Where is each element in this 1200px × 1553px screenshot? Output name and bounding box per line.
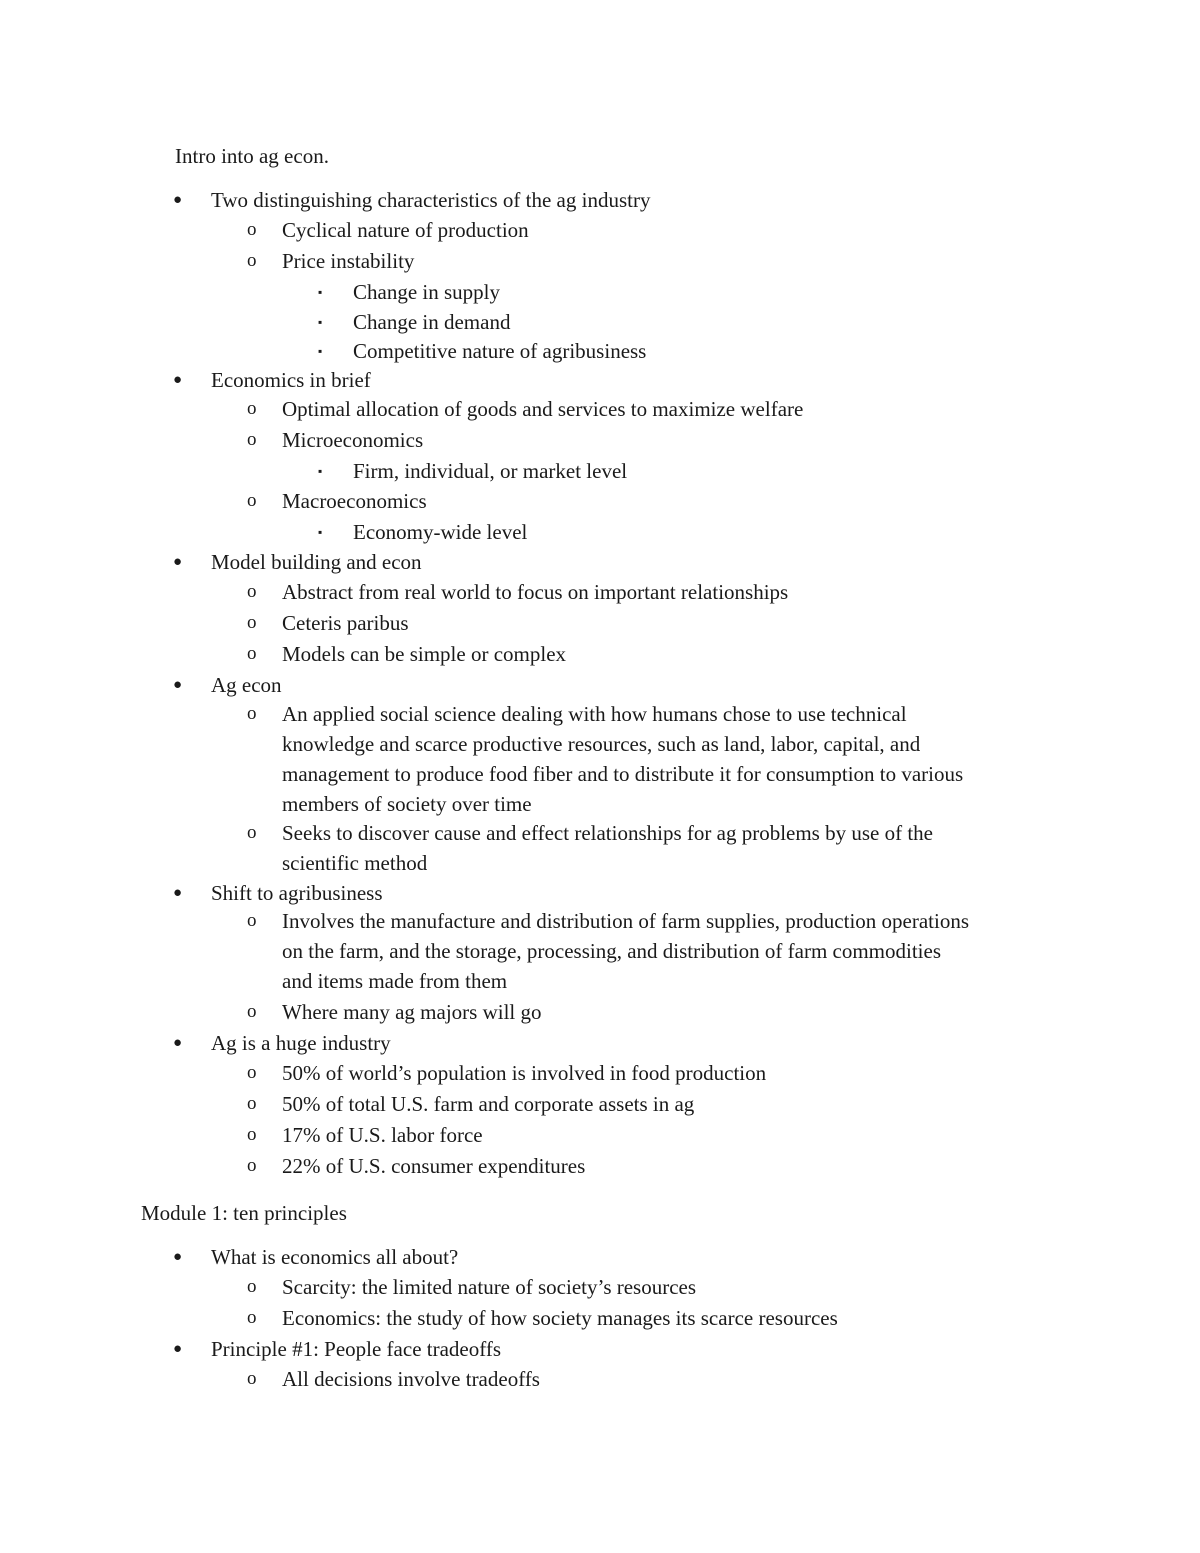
- bullet-marker: o: [247, 703, 257, 724]
- list-item-text: Economics: the study of how society manages its scarce resources: [282, 1306, 838, 1330]
- section-heading-intro: Intro into ag econ.: [175, 144, 329, 168]
- list-item-text: Seeks to discover cause and effect relationships for ag problems by use of the: [282, 821, 933, 845]
- list-item-text: knowledge and scarce productive resources, such as land, labor, capital, and: [282, 732, 921, 756]
- bullet-marker: o: [247, 1001, 257, 1022]
- list-item: [0, 547, 1200, 577]
- list-item-text: Model building and econ: [211, 550, 422, 574]
- list-item-text: and items made from them: [282, 969, 508, 993]
- list-item-text: members of society over time: [282, 792, 532, 816]
- list-item-text: Models can be simple or complex: [282, 642, 567, 666]
- bullet-marker: ▪: [318, 315, 323, 329]
- list-item: [0, 185, 1200, 215]
- bullet-marker: o: [247, 1093, 257, 1114]
- bullet-marker: o: [247, 1276, 257, 1297]
- bullet-marker: o: [247, 429, 257, 450]
- bullet-marker: ●: [173, 1341, 183, 1357]
- bullet-marker: ●: [173, 372, 183, 388]
- list-item: [0, 394, 1200, 424]
- bullet-marker: o: [247, 1124, 257, 1145]
- bullet-marker: ▪: [318, 464, 323, 478]
- bullet-marker: o: [247, 612, 257, 633]
- list-item: [0, 456, 1200, 486]
- list-item-text: Change in demand: [353, 310, 511, 334]
- list-item-text: on the farm, and the storage, processing, and distribution of farm commodities: [282, 939, 942, 963]
- list-item-text: All decisions involve tradeoffs: [282, 1367, 540, 1391]
- bullet-marker: ●: [173, 192, 183, 208]
- list-item: [0, 1272, 1200, 1302]
- list-item-text: Economy-wide level: [353, 520, 528, 544]
- list-item-text: An applied social science dealing with how humans chose to use technical: [282, 702, 907, 726]
- bullet-marker: ●: [173, 1249, 183, 1265]
- bullet-marker: o: [247, 1307, 257, 1328]
- list-item: [0, 608, 1200, 638]
- list-item: [0, 818, 1200, 875]
- list-item: [0, 425, 1200, 455]
- list-item: [0, 486, 1200, 516]
- list-item-text: Abstract from real world to focus on important relationships: [282, 580, 789, 604]
- bullet-marker: o: [247, 1368, 257, 1389]
- list-item: [0, 517, 1200, 547]
- bullet-marker: o: [247, 219, 257, 240]
- list-item-text: Economics in brief: [211, 368, 371, 392]
- list-item-text: Macroeconomics: [282, 489, 427, 513]
- list-item: [0, 336, 1200, 366]
- bullet-marker: o: [247, 398, 257, 419]
- bullet-marker: ●: [173, 885, 183, 901]
- list-item-text: 50% of total U.S. farm and corporate assets in ag: [282, 1092, 695, 1116]
- list-item: [0, 577, 1200, 607]
- list-item: [0, 1334, 1200, 1364]
- list-item-text: 17% of U.S. labor force: [282, 1123, 483, 1147]
- list-item-text: Cyclical nature of production: [282, 218, 529, 242]
- list-item: [0, 639, 1200, 669]
- list-item-text: Optimal allocation of goods and services to maximize welfare: [282, 397, 804, 421]
- list-item-text: Where many ag majors will go: [282, 1000, 542, 1024]
- list-item-text: Involves the manufacture and distribution of farm supplies, production operations: [282, 909, 970, 933]
- list-item-text: Ceteris paribus: [282, 611, 409, 635]
- list-item-text: Competitive nature of agribusiness: [353, 339, 647, 363]
- list-item: [0, 1151, 1200, 1181]
- list-item: [0, 1120, 1200, 1150]
- list-item: [0, 1364, 1200, 1394]
- bullet-marker: o: [247, 910, 257, 931]
- list-item-text: Microeconomics: [282, 428, 424, 452]
- list-item: [0, 1242, 1200, 1272]
- bullet-marker: ●: [173, 677, 183, 693]
- list-item-text: management to produce food fiber and to distribute it for consumption to various: [282, 762, 964, 786]
- bullet-marker: ●: [173, 1035, 183, 1051]
- list-item-text: Ag econ: [211, 673, 282, 697]
- list-item: [0, 307, 1200, 337]
- list-item: [0, 277, 1200, 307]
- list-item: [0, 670, 1200, 700]
- list-item-text: Scarcity: the limited nature of society’s resources: [282, 1275, 697, 1299]
- list-item-text: scientific method: [282, 851, 428, 875]
- bullet-marker: ▪: [318, 525, 323, 539]
- list-item-text: Two distinguishing characteristics of the ag industry: [211, 188, 651, 212]
- bullet-marker: ▪: [318, 344, 323, 358]
- list-item-text: Principle #1: People face tradeoffs: [211, 1337, 502, 1361]
- bullet-marker: o: [247, 1155, 257, 1176]
- list-item: [0, 1303, 1200, 1333]
- list-item-text: Change in supply: [353, 280, 500, 304]
- bullet-marker: o: [247, 250, 257, 271]
- bullet-marker: ●: [173, 554, 183, 570]
- list-item: [0, 246, 1200, 276]
- list-item: [0, 1089, 1200, 1119]
- list-item-text: What is economics all about?: [211, 1245, 459, 1269]
- list-item-text: Price instability: [282, 249, 415, 273]
- bullet-marker: o: [247, 1062, 257, 1083]
- list-item-text: 22% of U.S. consumer expenditures: [282, 1154, 586, 1178]
- list-item: [0, 1058, 1200, 1088]
- section-heading-module-1: Module 1: ten principles: [141, 1201, 347, 1225]
- bullet-marker: o: [247, 490, 257, 511]
- list-item-text: Shift to agribusiness: [211, 881, 383, 905]
- list-item: [0, 906, 1200, 993]
- list-item: [0, 997, 1200, 1027]
- list-item: [0, 365, 1200, 395]
- list-item-text: Ag is a huge industry: [211, 1031, 391, 1055]
- bullet-marker: o: [247, 581, 257, 602]
- list-item: [0, 1028, 1200, 1058]
- list-item-text: Firm, individual, or market level: [353, 459, 628, 483]
- bullet-marker: o: [247, 643, 257, 664]
- list-item-text: 50% of world’s population is involved in food production: [282, 1061, 767, 1085]
- bullet-marker: o: [247, 822, 257, 843]
- list-item: [0, 699, 1200, 816]
- bullet-marker: ▪: [318, 285, 323, 299]
- list-item: [0, 215, 1200, 245]
- list-item: [0, 878, 1200, 908]
